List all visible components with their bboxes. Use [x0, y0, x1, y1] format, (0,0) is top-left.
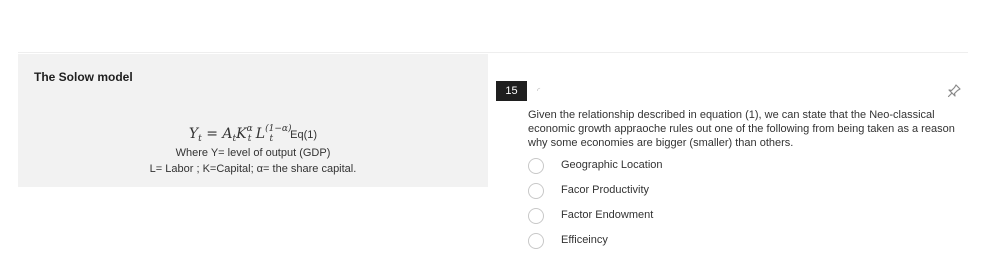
question-text: Given the relationship described in equation (1), we can state that the Neo-classical economic growth appraoche rules out one of the following from being taken as a reason why some economies are bigger (smaller) than others. — [528, 109, 955, 149]
option-label: Efficeincy — [561, 234, 608, 246]
radio-button[interactable] — [528, 208, 544, 224]
equation-label: Eq(1) — [290, 129, 318, 141]
question-number-badge: 15 — [496, 81, 527, 101]
option-label: Facor Productivity — [561, 184, 650, 196]
equation-description-line-2: L= Labor ; K=Capital; α= the share capital. — [149, 163, 357, 175]
pin-icon[interactable] — [946, 83, 962, 99]
option-label: Geographic Location — [561, 159, 663, 171]
context-panel — [18, 54, 488, 187]
equation-description-line-1: Where Y= level of output (GDP) — [175, 147, 331, 159]
equation-line — [18, 126, 488, 142]
radio-button[interactable] — [528, 233, 544, 249]
corner-marker-icon: ◜ — [537, 86, 541, 95]
top-divider — [18, 52, 968, 53]
panel-title: The Solow model — [34, 70, 133, 84]
radio-button[interactable] — [528, 183, 544, 199]
radio-button[interactable] — [528, 158, 544, 174]
option-label: Factor Endowment — [561, 209, 654, 221]
solow-equation: $Y_t = A_tK^\alpha_t$ $L^{(1-\alpha)}_t$ — [188, 124, 292, 144]
